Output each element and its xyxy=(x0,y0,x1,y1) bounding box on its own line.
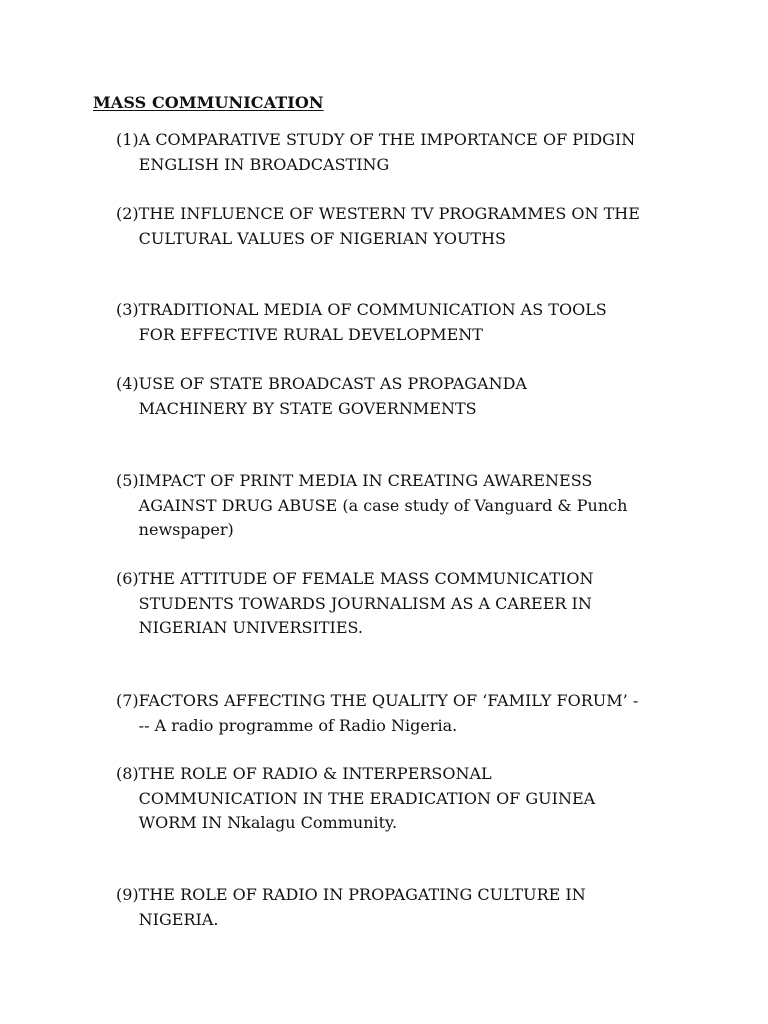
list-item xyxy=(116,883,686,932)
item-number: (6) xyxy=(116,569,139,588)
list-item xyxy=(116,202,686,251)
item-text: TRADITIONAL MEDIA OF COMMUNICATION AS TOOLS FOR EFFECTIVE RURAL DEVELOPMENT xyxy=(138,300,607,344)
list-item xyxy=(116,372,686,421)
list-item xyxy=(116,762,686,836)
item-text: USE OF STATE BROADCAST AS PROPAGANDA MACHINERY BY STATE GOVERNMENTS xyxy=(138,374,527,418)
item-number: (4) xyxy=(116,374,139,393)
item-text: THE ROLE OF RADIO IN PROPAGATING CULTURE IN NIGERIA. xyxy=(138,885,586,929)
list-item xyxy=(116,469,686,543)
page-title: MASS COMMUNICATION xyxy=(93,93,324,112)
item-number: (1) xyxy=(116,130,139,149)
item-text: THE INFLUENCE OF WESTERN TV PROGRAMMES ON THE CULTURAL VALUES OF NIGERIAN YOUTHS xyxy=(138,204,640,248)
item-number: (8) xyxy=(116,764,139,783)
item-text: THE ROLE OF RADIO & INTERPERSONAL COMMUNICATION IN THE ERADICATION OF GUINEA WORM IN Nkalagu Community. xyxy=(138,764,596,832)
item-text: A COMPARATIVE STUDY OF THE IMPORTANCE OF PIDGIN ENGLISH IN BROADCASTING xyxy=(138,130,636,174)
list-item xyxy=(116,689,686,738)
item-text: FACTORS AFFECTING THE QUALITY OF ‘FAMILY FORUM’ - -- A radio programme of Radio Nigeria. xyxy=(138,691,639,735)
item-number: (2) xyxy=(116,204,139,223)
item-number: (7) xyxy=(116,691,139,710)
item-text: THE ATTITUDE OF FEMALE MASS COMMUNICATION STUDENTS TOWARDS JOURNALISM AS A CAREER IN NIGERIAN UNIVERSITIES. xyxy=(138,569,594,637)
item-number: (5) xyxy=(116,471,139,490)
item-number: (9) xyxy=(116,885,139,904)
item-text: IMPACT OF PRINT MEDIA IN CREATING AWARENESS AGAINST DRUG ABUSE (a case study of Vanguard & Punch newspaper) xyxy=(138,471,628,539)
list-item xyxy=(116,567,686,641)
item-number: (3) xyxy=(116,300,139,319)
list-item xyxy=(116,128,686,177)
list-item xyxy=(116,298,686,347)
